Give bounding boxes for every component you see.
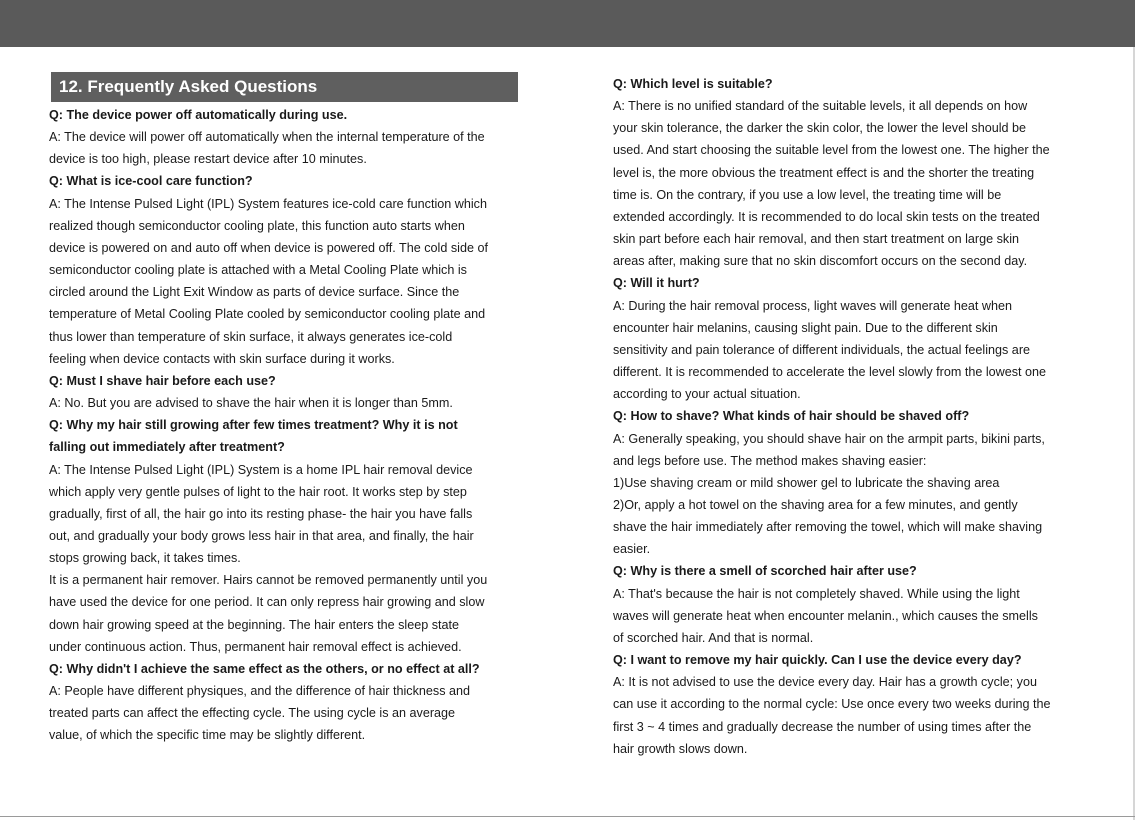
faq-question-line: Q: The device power off automatically during use. [49, 108, 348, 122]
faq-answer-line: A: It is not advised to use the device every day. Hair has a growth cycle; you [613, 675, 1037, 690]
faq-answer-line: skin part before each hair removal, and then start treatment on large skin [613, 232, 1020, 247]
faq-answer-line: device is too high, please restart device after 10 minutes. [49, 152, 367, 167]
faq-answer-line: A: That's because the hair is not completely shaved. While using the light [613, 586, 1020, 601]
faq-answer-line: level is, the more obvious the treatment effect is and the shorter the treating [613, 165, 1035, 180]
faq-answer-line: extended accordingly. It is recommended to do local skin tests on the treated [613, 209, 1040, 224]
faq-answer-line: A: During the hair removal process, light waves will generate heat when [613, 298, 1013, 313]
faq-answer-line: A: The Intense Pulsed Light (IPL) System features ice-cold care function which [49, 196, 487, 211]
faq-answer-line: of scorched hair. And that is normal. [613, 630, 814, 645]
faq-answer-line: out, and gradually your body grows less hair in that area, and finally, the hair [49, 528, 474, 543]
faq-question-line: Q: Will it hurt? [613, 276, 700, 291]
faq-answer-line: first 3 ~ 4 times and gradually decrease the number of using times after the [613, 719, 1032, 734]
faq-answer-line: according to your actual situation. [613, 387, 801, 402]
faq-answer-line: encounter hair melanins, causing slight pain. Due to the different skin [613, 320, 998, 335]
faq-answer-line: A: Generally speaking, you should shave hair on the armpit parts, bikini parts, [613, 431, 1045, 446]
faq-answer-line: stops growing back, it takes times. [49, 551, 241, 566]
faq-answer-line: have used the device for one period. It can only repress hair growing and slow [49, 595, 485, 610]
faq-answer-line: time is. On the contrary, if you use a low level, the treating time will be [613, 187, 1002, 202]
faq-answer-line: areas after, making sure that no skin discomfort occurs on the second day. [613, 254, 1028, 269]
faq-question-line: falling out immediately after treatment? [49, 440, 285, 455]
faq-answer-line: which apply very gentle pulses of light to the hair root. It works step by step [49, 484, 467, 499]
faq-answer-line: feeling when device contacts with skin surface during it works. [49, 351, 395, 366]
faq-question-line: Q: Why is there a smell of scorched hair after use? [613, 564, 917, 579]
faq-answer-line: treated parts can affect the effecting cycle. The using cycle is an average [49, 706, 456, 721]
faq-answer-line: used. And start choosing the suitable level from the lowest one. The higher the [613, 143, 1050, 158]
faq-answer-line: It is a permanent hair remover. Hairs cannot be removed permanently until you [49, 573, 488, 588]
faq-question-line: Q: I want to remove my hair quickly. Can I use the device every day? [613, 653, 1022, 668]
faq-answer-line: circled around the Light Exit Window as parts of device surface. Since the [49, 285, 460, 300]
faq-answer-line: device is powered on and auto off when device is powered off. The cold side of [49, 240, 488, 255]
faq-question-line: Q: Why my hair still growing after few times treatment? Why it is not [49, 418, 458, 433]
faq-answer-line: shave the hair immediately after removing the towel, which will make shaving [613, 520, 1043, 535]
faq-answer-line: thus lower than temperature of skin surface, it always generates ice-cold [49, 329, 453, 344]
faq-question-line: Q: Why didn't I achieve the same effect as the others, or no effect at all? [49, 661, 480, 676]
faq-answer-line: down hair growing speed at the beginning. The hair enters the sleep state [49, 617, 460, 632]
faq-answer-line: your skin tolerance, the darker the skin color, the lower the level should be [613, 121, 1027, 136]
faq-answer-line: gradually, first of all, the hair go into its resting phase- the hair you have falls [49, 506, 473, 521]
faq-answer-line: A: The device will power off automatically when the internal temperature of the [49, 130, 485, 145]
faq-answer-line: value, of which the specific time may be slightly different. [49, 728, 366, 743]
faq-answer-line: different. It is recommended to accelerate the level slowly from the lowest one [613, 365, 1047, 380]
faq-answer-line: semiconductor cooling plate is attached with a Metal Cooling Plate which is [49, 263, 467, 278]
bottom-rule [0, 816, 1135, 817]
faq-answer-line: A: No. But you are advised to shave the hair when it is longer than 5mm. [49, 396, 453, 411]
section-title: 12. Frequently Asked Questions [51, 72, 518, 102]
faq-answer-line: under continuous action. Thus, permanent hair removal effect is achieved. [49, 639, 462, 654]
faq-answer-line: can use it according to the normal cycle: Use once every two weeks during the [613, 697, 1051, 712]
faq-answer-line: A: The Intense Pulsed Light (IPL) System is a home IPL hair removal device [49, 462, 473, 477]
top-bar [0, 0, 1135, 47]
faq-answer-line: sensitivity and pain tolerance of different individuals, the actual feelings are [613, 342, 1031, 357]
faq-answer-line: waves will generate heat when encounter melanin., which causes the smells [613, 608, 1038, 623]
faq-question-line: Q: Which level is suitable? [613, 77, 773, 91]
faq-question-line: Q: How to shave? What kinds of hair should be shaved off? [613, 409, 970, 424]
faq-answer-line: hair growth slows down. [613, 741, 748, 756]
faq-answer-line: 1)Use shaving cream or mild shower gel to lubricate the shaving area [613, 475, 1000, 490]
faq-answer-line: realized though semiconductor cooling plate, this function auto starts when [49, 218, 465, 233]
right-column [613, 73, 1083, 760]
faq-answer-line: A: People have different physiques, and the difference of hair thickness and [49, 684, 471, 699]
faq-answer-line: easier. [613, 542, 651, 557]
faq-answer-line: temperature of Metal Cooling Plate cooled by semiconductor cooling plate and [49, 307, 486, 322]
left-column [49, 104, 519, 747]
faq-question-line: Q: Must I shave hair before each use? [49, 373, 276, 388]
faq-answer-line: and legs before use. The method makes shaving easier: [613, 453, 927, 468]
faq-answer-line: A: There is no unified standard of the suitable levels, it all depends on how [613, 99, 1028, 114]
faq-answer-line: 2)Or, apply a hot towel on the shaving area for a few minutes, and gently [613, 497, 1018, 512]
faq-question-line: Q: What is ice-cool care function? [49, 174, 253, 189]
